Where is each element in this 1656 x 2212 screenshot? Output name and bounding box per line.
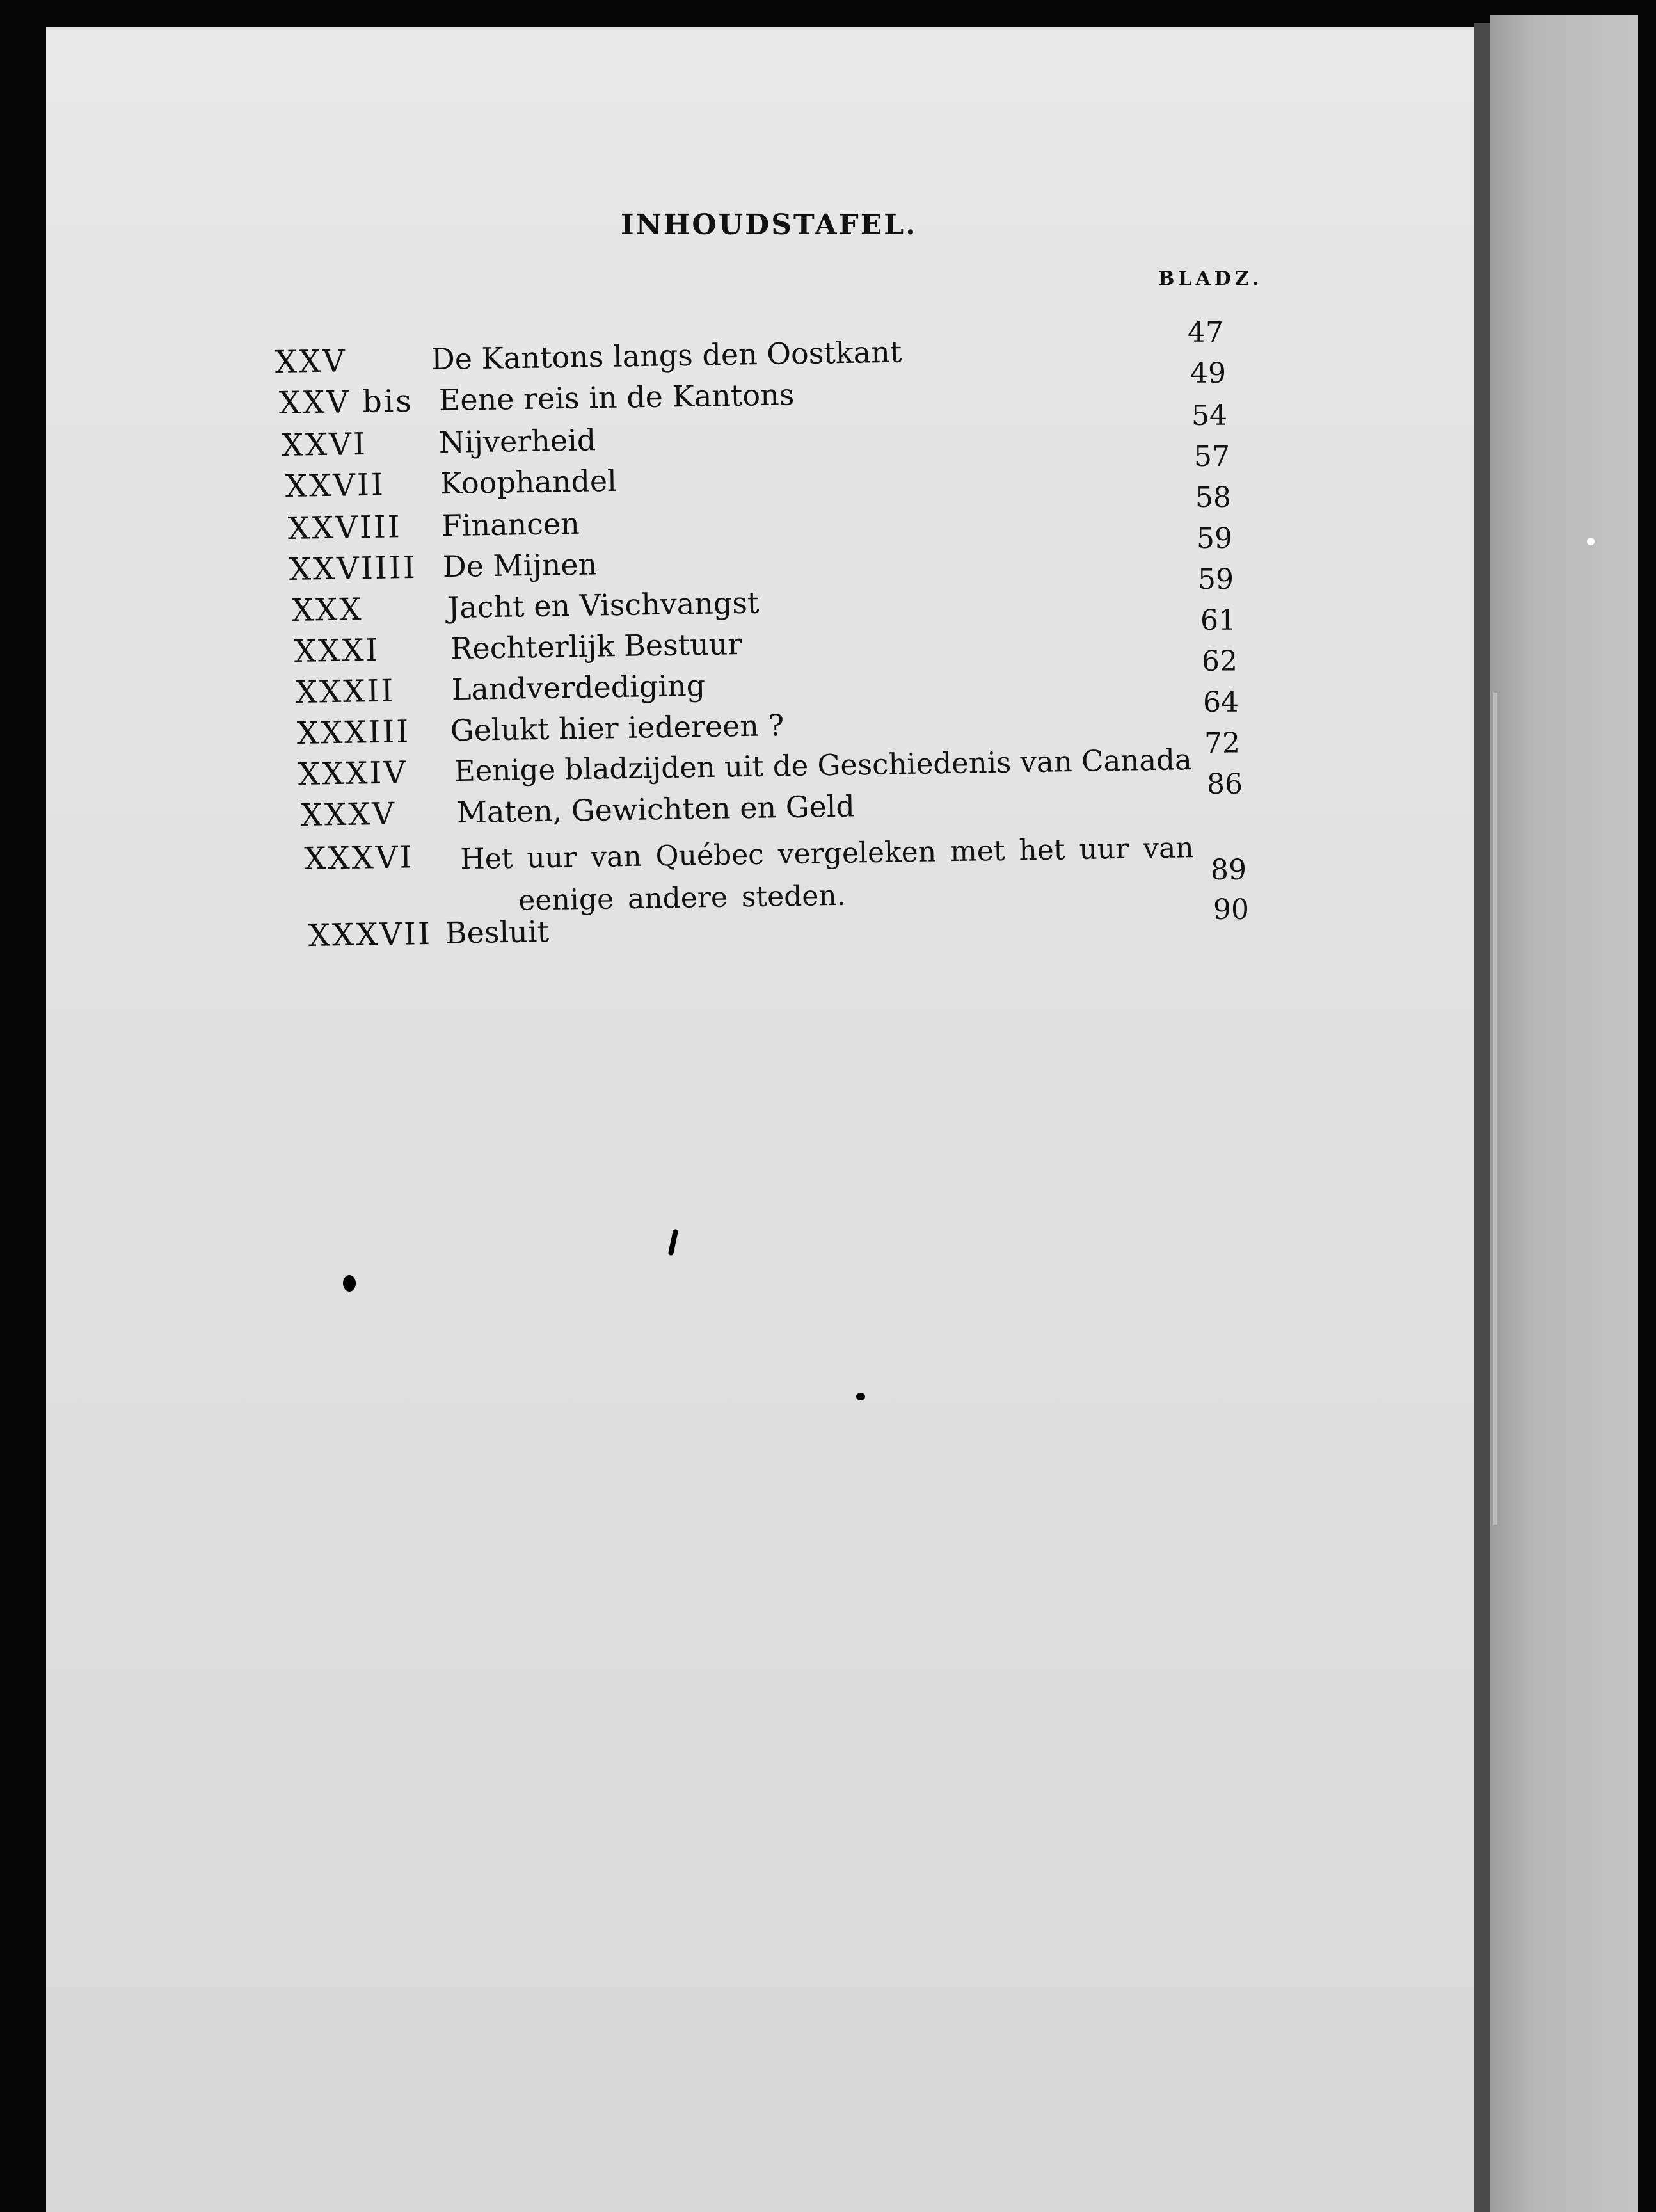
page-number: 64	[1203, 686, 1239, 719]
chapter-number: XXVIIII	[289, 549, 418, 588]
chapter-title: Besluit	[445, 914, 550, 950]
page-column-header: BLADZ.	[1158, 268, 1263, 290]
adjacent-page-edge	[1490, 15, 1638, 2212]
ink-speck	[1587, 538, 1595, 545]
page-number: 86	[1207, 768, 1243, 801]
chapter-number: XXXI	[294, 632, 380, 669]
binding-thread	[1493, 693, 1497, 1525]
chapter-number: XXXVI	[303, 839, 414, 878]
chapter-title: Maten, Gewichten en Geld	[456, 789, 856, 830]
chapter-title: Landverdediging	[451, 668, 706, 707]
chapter-number: XXXIV	[298, 755, 408, 792]
ink-speck	[343, 1275, 356, 1292]
page-number: 49	[1190, 357, 1226, 390]
chapter-title: Nijverheid	[438, 422, 596, 460]
page-number: 72	[1204, 727, 1240, 760]
page-title: INHOUDSTAFEL.	[621, 209, 918, 241]
chapter-number: XXVII	[285, 467, 386, 504]
chapter-number: XXXVII	[308, 915, 433, 954]
chapter-number: XXXIII	[296, 714, 411, 751]
chapter-title	[460, 827, 1195, 923]
page-number: 59	[1198, 563, 1234, 596]
ink-speck	[856, 1393, 865, 1400]
chapter-title: Eene reis in de Kantons	[438, 377, 795, 418]
chapter-title-line-1: Het uur van Québec vergeleken met het uur van	[459, 831, 1194, 876]
chapter-number: XXVIII	[287, 509, 402, 547]
chapter-number: XXVI	[281, 426, 368, 463]
page-number: 90	[1213, 894, 1249, 926]
page-number: 59	[1197, 522, 1232, 555]
page-gutter-shadow	[1474, 23, 1490, 2212]
chapter-title: Eenige bladzijden uit de Geschiedenis van Canada	[454, 742, 1193, 789]
chapter-title: Gelukt hier iedereen ?	[450, 708, 784, 748]
chapter-title: Koophandel	[440, 463, 617, 501]
chapter-number: XXV	[275, 343, 347, 380]
chapter-number: XXX	[291, 591, 363, 629]
chapter-number: XXXII	[295, 673, 395, 710]
page-number: 54	[1191, 399, 1227, 432]
page-number: 89	[1211, 854, 1246, 886]
chapter-title: Financen	[441, 506, 580, 543]
chapter-title: Jacht en Vischvangst	[447, 585, 760, 625]
page-number: 62	[1202, 645, 1238, 678]
chapter-title: De Mijnen	[442, 547, 598, 584]
page-number: 57	[1194, 440, 1230, 473]
chapter-title: De Kantons langs den Oostkant	[431, 334, 902, 377]
chapter-number: XXXV	[300, 796, 397, 833]
chapter-title: Rechterlijk Bestuur	[450, 627, 742, 666]
page-number: 58	[1195, 481, 1231, 514]
chapter-number: XXV bis	[278, 383, 414, 421]
page-number: 47	[1188, 316, 1223, 349]
chapter-title-line-2: eenige andere steden.	[518, 879, 847, 917]
page-number: 61	[1200, 604, 1236, 637]
